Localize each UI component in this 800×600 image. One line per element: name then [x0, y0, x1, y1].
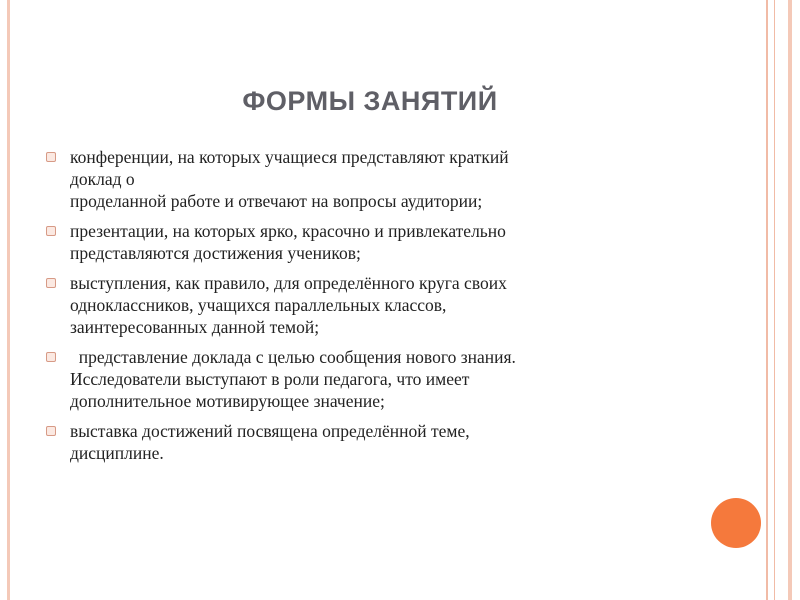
- bullet-text-line: представление доклада с целью сообщения нового знания.: [70, 347, 516, 367]
- bullet-text-line: дисциплине.: [70, 443, 164, 463]
- square-bullet-icon: [46, 352, 56, 362]
- bullet-item: [46, 346, 656, 412]
- bullet-item: [46, 272, 656, 338]
- bullet-text-line: Исследователи выступают в роли педагога, что имеет: [70, 369, 470, 389]
- square-bullet-icon: [46, 278, 56, 288]
- bullet-text-line: выступления, как правило, для определённого круга своих: [70, 273, 507, 293]
- right-decorative-rule-thin: [774, 0, 775, 600]
- bullet-text-line: выставка достижений посвящена определённой теме,: [70, 421, 470, 441]
- bullet-text-line: презентации, на которых ярко, красочно и привлекательно: [70, 221, 506, 241]
- bullet-item: [46, 146, 656, 212]
- bullet-text-line: одноклассников, учащихся параллельных классов,: [70, 295, 447, 315]
- square-bullet-icon: [46, 152, 56, 162]
- bullet-text-line: доклад о: [70, 169, 135, 189]
- bullet-text-line: представляются достижения учеников;: [70, 243, 361, 263]
- bullet-list: [46, 146, 656, 472]
- bullet-text-line: конференции, на которых учащиеся представляют краткий: [70, 147, 509, 167]
- right-decorative-rule: [766, 0, 768, 600]
- slide-title: ФОРМЫ ЗАНЯТИЙ: [242, 86, 498, 116]
- orange-circle-icon: [711, 498, 761, 548]
- bullet-text-line: заинтересованных данной темой;: [70, 317, 320, 337]
- square-bullet-icon: [46, 426, 56, 436]
- bullet-item: [46, 220, 656, 264]
- square-bullet-icon: [46, 226, 56, 236]
- bullet-text-line: проделанной работе и отвечают на вопросы аудитории;: [70, 191, 483, 211]
- bullet-text-line: дополнительное мотивирующее значение;: [70, 391, 385, 411]
- bullet-item: [46, 420, 656, 464]
